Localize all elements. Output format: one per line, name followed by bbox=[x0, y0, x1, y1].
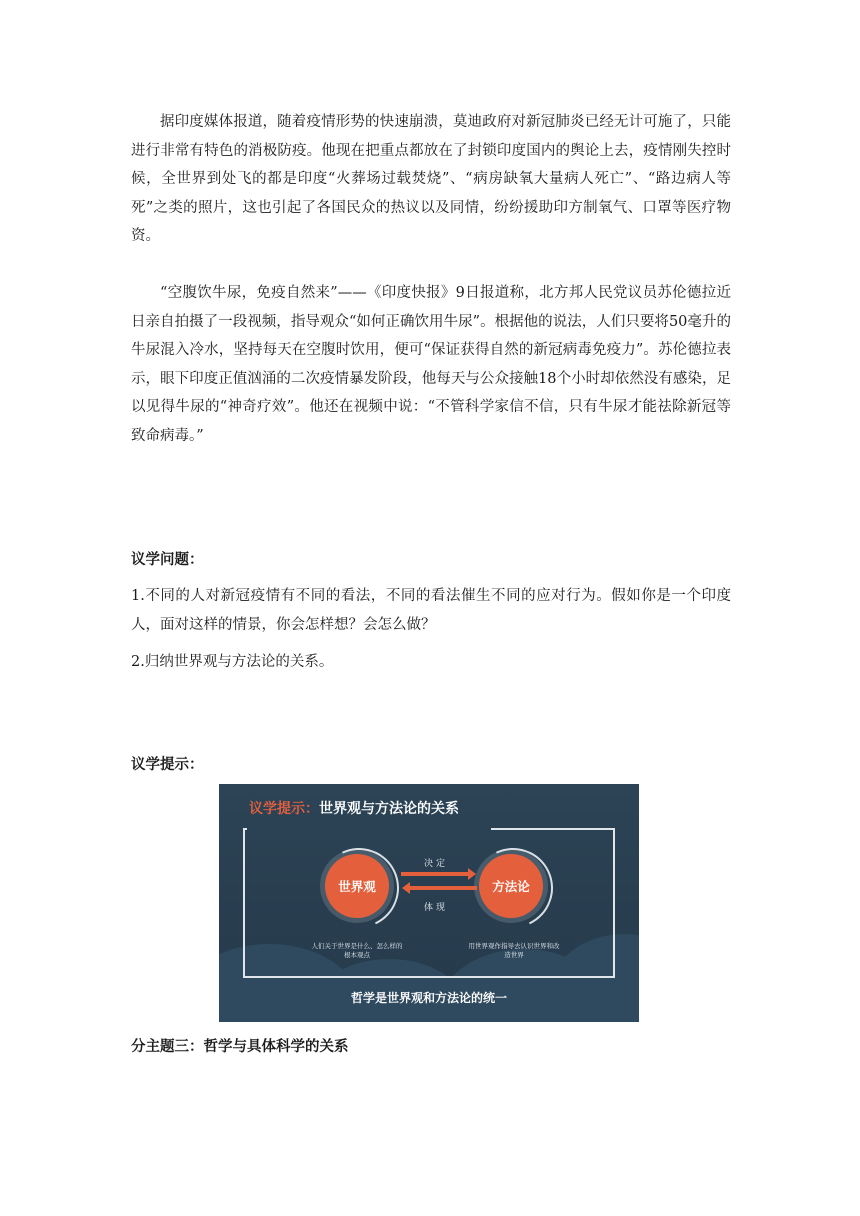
worldview-caption-line2: 根本观点 bbox=[344, 951, 370, 959]
arrow-right bbox=[401, 872, 469, 876]
arrow-left bbox=[409, 886, 477, 890]
embodies-label: 体现 bbox=[424, 903, 449, 913]
questions-heading: 议学问题： bbox=[131, 552, 204, 568]
relationship-slide-image bbox=[219, 784, 639, 1022]
worldview-label: 世界观 bbox=[338, 879, 376, 894]
methodology-caption bbox=[449, 942, 579, 960]
slide-footer: 哲学是世界观和方法论的统一 bbox=[350, 991, 507, 1005]
worldview-circle bbox=[325, 854, 389, 918]
question-1: 1.不同的人对新冠疫情有不同的看法，不同的看法催生不同的应对行为。假如你是一个印度人，面对这样的情景，你会怎样想？会怎么做？ bbox=[131, 588, 731, 633]
methodology-caption-line1: 用世界观作指导去认识世界和改 bbox=[468, 942, 560, 950]
methodology-label: 方法论 bbox=[492, 879, 530, 894]
methodology-caption-line2: 造世界 bbox=[504, 951, 524, 959]
slide-frame-edge bbox=[491, 828, 613, 830]
methodology-circle bbox=[479, 854, 543, 918]
determines-label: 决定 bbox=[424, 859, 449, 869]
news-paragraph-2: “空腹饮牛尿，免疫自然来”——《印度快报》9日报道称，北方邦人民党议员苏伦德拉近日亲自拍摄了一段视频，指导观众“如何正确饮用牛尿”。根据他的说法，人们只要将50毫升的牛尿混入冷水，坚持每天在空腹时饮用，便可“保证获得自然的新冠病毒免疫力”。苏伦德拉表示，眼下印度正值汹涌的二次疫情暴发阶段，他每天与公众接触18个小时却依然没有感染，足以见得牛尿的“神奇疗效”。他还在视频中说：“不管科学家信不信，只有牛尿才能祛除新冠等致命病毒。” bbox=[131, 285, 731, 444]
subtopic-heading: 分主题三：哲学与具体科学的关系 bbox=[131, 1039, 349, 1055]
slide-title-main: 世界观与方法论的关系 bbox=[319, 801, 459, 817]
worldview-caption-line1: 人们关于世界是什么、怎么样的 bbox=[311, 942, 403, 950]
question-2: 2.归纳世界观与方法论的关系。 bbox=[131, 654, 334, 670]
worldview-caption bbox=[297, 942, 417, 960]
news-paragraph-1: 据印度媒体报道，随着疫情形势的快速崩溃，莫迪政府对新冠肺炎已经无计可施了，只能进行非常有特色的消极防疫。他现在把重点都放在了封锁印度国内的舆论上去，疫情刚失控时候，全世界到处飞的都是印度“火葬场过载焚烧”、“病房缺氧大量病人死亡”、“路边病人等死”之类的照片，这也引起了各国民众的热议以及同情，纷纷援助印方制氧气、口罩等医疗物资。 bbox=[131, 114, 731, 244]
slide-title bbox=[249, 798, 459, 818]
hints-heading: 议学提示： bbox=[131, 757, 204, 773]
slide-title-accent: 议学提示： bbox=[249, 801, 319, 817]
slide-frame-edge bbox=[243, 828, 247, 830]
